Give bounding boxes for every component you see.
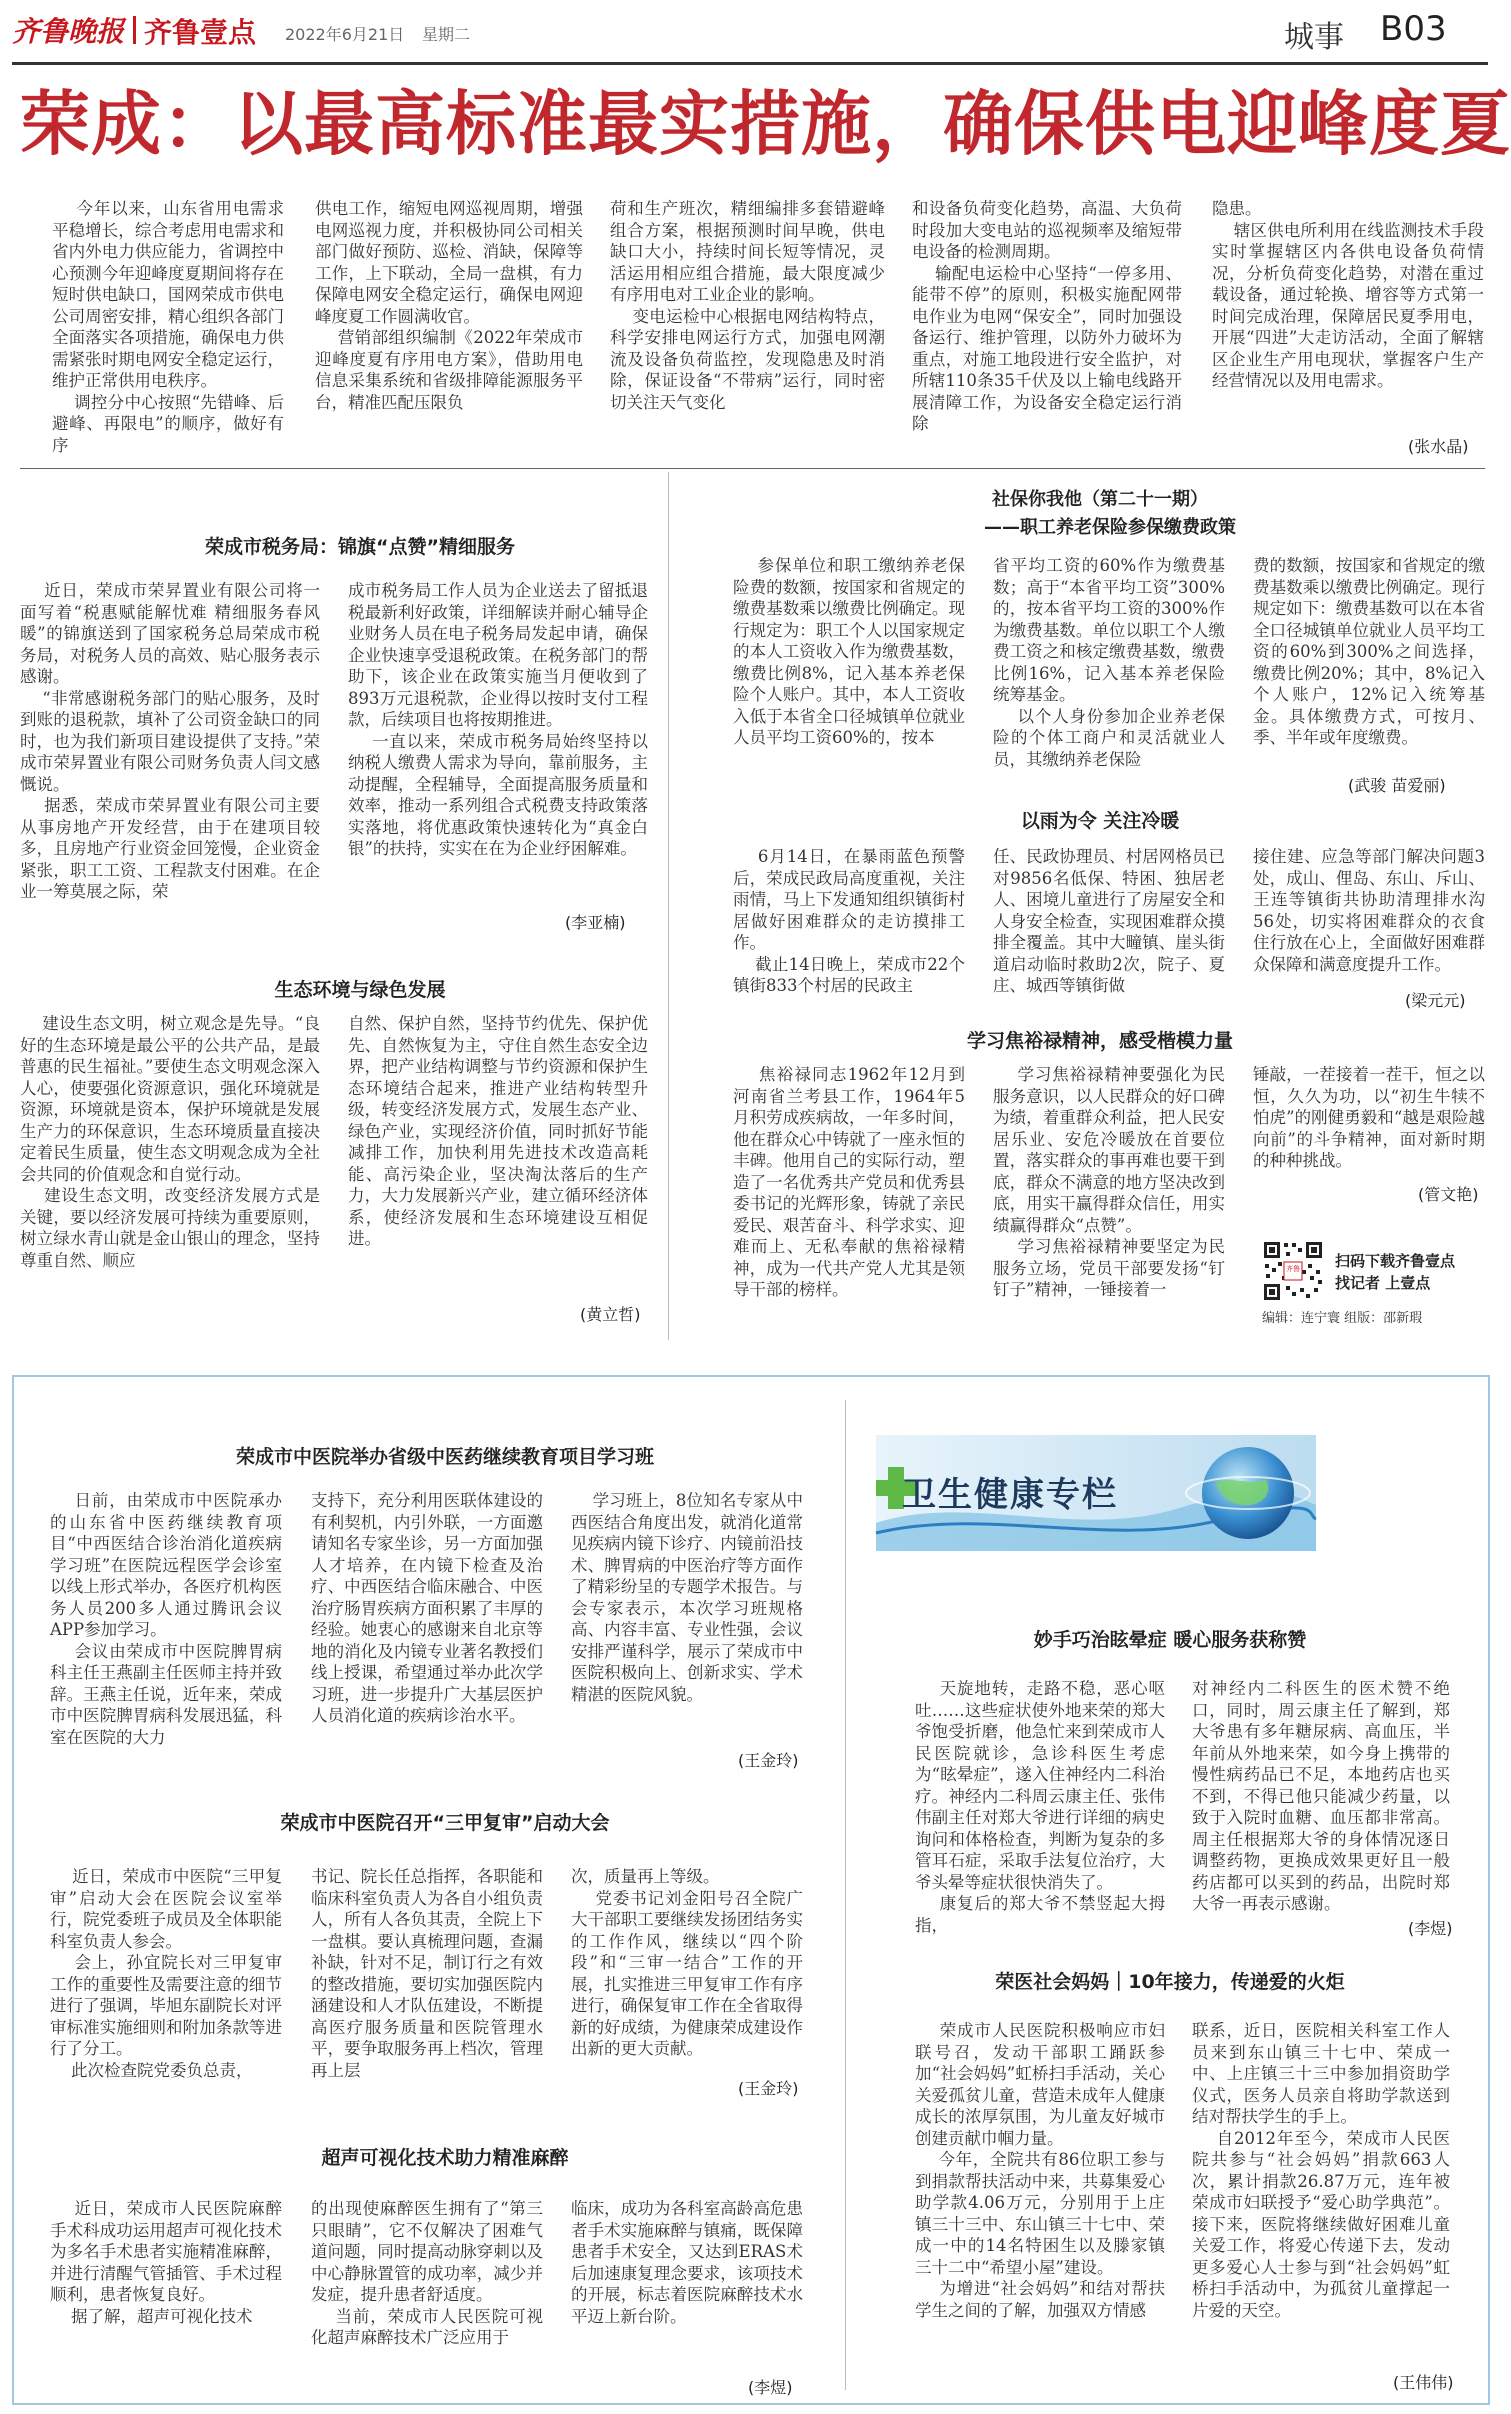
lead-bottom-rule	[20, 468, 1485, 469]
issue-date: 2022年6月21日	[285, 25, 405, 44]
zhongyi1-col-1: 日前，由荣成市中医院承办的山东省中医药继续教育项目“中西医结合诊治消化道疾病学习班”在医院远程医学会诊室以线上形式举办，各医疗机构医务人员200多人通过腾讯会议APP参加学习。 会议由荣成市中医院脾胃病科主任王燕副主任医师主持并致辞。王燕主任说，近年来，荣成市中医院脾胃病科发展迅猛，科室在医院的大力	[50, 1491, 282, 1747]
lead-col-4: 和设备负荷变化趋势，高温、大负荷时段加大变电站的巡视频率及缩短带电设备的检测周期。 输配电运检中心坚持“一停多用、能带不停”的原则，积极实施配网带电作业为电网“保安全”，同时加强设备运行、维护管理，以防外力破坏为重点，对施工地段进行安全监护，对所辖110条35千伏及以上输电线路开展清障工作，为设备安全稳定运行消除	[912, 199, 1182, 433]
qr-caption-2: 找记者 上壹点	[1335, 1274, 1431, 1292]
tax-title: 荣成市税务局：锦旗“点赞”精细服务	[205, 536, 515, 558]
zhongyi2-col-3: 次，质量再上等级。 党委书记刘金阳号召全院广大干部职工要继续发扬团结务实的工作作风，继续以“四个阶段”和“三审一结合”工作的开展，扎实推进三甲复审工作有序进行，确保复审工作在全省取得新的好成绩，为健康荣成建设作出新的更大贡献。	[571, 1867, 803, 2058]
eco-col-1: 建设生态文明，树立观念是先导。“良好的生态环境是最公平的公共产品，是最普惠的民生福祉。”要使生态文明观念深入人心，使要强化资源意识，强化环境就是资源，环境就是资本，保护环境就是发展生产力的环保意识，生态环境质量直接决定着民生质量，使生态文明观念成为全社会共同的价值观念和自觉行动。 建设生态文明，改变经济发展方式是关键，要以经济发展可持续为重要原则，树立绿水青山就是金山银山的理念，坚持尊重自然、顺应	[20, 1014, 320, 1270]
masthead	[0, 0, 1500, 66]
miaoshou-col-2: 对神经内二科医生的医术赞不绝口，同时，周云康主任了解到，郑大爷患有多年糖尿病、高血压，半年前从外地来荣，如今身上携带的慢性病药品已不足，本地药店也买不到，不得已他只能减少药量，以致于入院时血糖、血压都非常高。周主任根据郑大爷的身体情况逐日调整药物，更换成效果更好且一般药店都可以买到的药品，出院时郑大爷一再表示感谢。	[1192, 1679, 1450, 1913]
logo-separator	[133, 16, 136, 44]
social-subtitle: ——职工养老保险参保缴费政策	[984, 517, 1236, 538]
zhongyi2-byline: (王金玲)	[738, 2079, 799, 2098]
health-column-divider	[845, 1400, 846, 2390]
social-byline: (武骏 苗爱丽)	[1348, 776, 1446, 795]
health-column-banner	[876, 1435, 1316, 1551]
zhongyi1-byline: (王金玲)	[738, 1751, 799, 1770]
qilu-evening-news-logo: 齐鲁晚报	[12, 15, 125, 48]
zhongyi2-col-2: 书记、院长任总指挥，各职能和临床科室负责人为各自小组负责人，所有人各负其责，全院上下一盘棋。要认真梳理问题，查漏补缺，针对不足，制订行之有效的整改措施，要切实加强医院内涵建设和人才队伍建设，不断提高医疗服务质量和医院管理水平，要争取服务再上档次，管理再上层	[311, 1867, 543, 2080]
lead-col-3: 荷和生产班次，精细编排多套错避峰组合方案，根据预测时间早晚，供电缺口大小，持续时间长短等情况，灵活运用相应组合措施，最大限度减少有序用电对工业企业的影响。 变电运检中心根据电网结构特点，科学安排电网运行方式，加强电网潮流及设备负荷监控，发现隐患及时消除，保证设备“不带病”运行，同时密切关注天气变化	[610, 199, 886, 412]
miaoshou-byline: (李煜)	[1408, 1919, 1453, 1938]
eco-col-2: 自然、保护自然，坚持节约优先、保护优先、自然恢复为主，守住自然生态安全边界，把产业结构调整与节约资源和保护生态环境结合起来，推进产业结构转型升级，转变经济发展方式，发展生态产业、绿色产业，实现经济价值，同时抓好节能减排工作，加快利用先进技术改造高耗能、高污染企业，坚决淘汰落后的生产力，大力发展新兴产业，建立循环经济体系，使经济发展和生态环境建设互相促进。	[348, 1014, 648, 1248]
zhongyi1-title: 荣成市中医院举办省级中医药继续教育项目学习班	[235, 1446, 654, 1468]
chaosheng-col-1: 近日，荣成市人民医院麻醉手术科成功运用超声可视化技术为多名手术患者实施精准麻醉，并进行清醒气管插管、手术过程顺利，患者恢复良好。 据了解，超声可视化技术	[50, 2199, 282, 2326]
chaosheng-byline: (李煜)	[748, 2378, 793, 2397]
lead-col-5: 隐患。 辖区供电所利用在线监测技术手段实时掌握辖区内各供电设备负荷情况，分析负荷变化趋势，对潜在重过载设备，通过轮换、增容等方式第一时间完成治理，保障居民夏季用电，开展“四进”大走访活动，全面了解辖区企业生产用电现状，掌握客户生产经营情况以及用电需求。	[1212, 199, 1484, 390]
mama-title: 荣医社会妈妈｜10年接力，传递爱的火炬	[995, 1971, 1345, 1993]
social-col-1: 参保单位和职工缴纳养老保险费的数额，按国家和省规定的缴费基数乘以缴费比例确定。现行规定为：职工个人以国家规定的本人工资收入作为缴费基数，缴费比例8%，记入基本养老保险个人账户。其中，本人工资收入低于本省全口径城镇单位就业人员平均工资60%的，按本	[733, 556, 965, 747]
qilu-yidian-logo: 齐鲁壹点	[144, 16, 257, 49]
tax-byline: (李亚楠)	[565, 913, 626, 932]
social-col-2: 省平均工资的60%作为缴费基数；高于“本省平均工资”300%的，按本省平均工资的300%作为缴费基数。单位以职工个人缴费工资之和核定缴费基数，缴费比例16%，记入基本养老保险统筹基金。 以个人身份参加企业养老保险的个体工商户和灵活就业人员，其缴纳养老保险	[993, 556, 1225, 769]
lead-col-1: 今年以来，山东省用电需求平稳增长，综合考虑用电需求和省内外电力供应能力，省调控中心预测今年迎峰度夏期间将存在短时供电缺口，国网荣成市供电公司周密安排，精心组织各部门全面落实各项措施，确保电力供需紧张时期电网安全稳定运行，维护正常供用电秩序。 调控分中心按照“先错峰、后避峰、再限电”的顺序，做好有序	[52, 199, 284, 455]
tax-col-2: 成市税务局工作人员为企业送去了留抵退税最新利好政策，详细解读并耐心辅导企业财务人员在电子税务局发起申请，确保企业快速享受退税政策。在税务部门的帮助下，该企业在政策实施当月便收到了893万元退税款，企业得以按时支付工程款，后续项目也将按期推进。 一直以来，荣成市税务局始终坚持以纳税人缴费人需求为导向，靠前服务，主动提醒，全程辅导，全面提高服务质量和效率，推动一系列组合式税费支持政策落实落地，将优惠政策快速转化为“真金白银”的扶持，实实在在为企业纾困解难。	[348, 581, 648, 858]
miaoshou-title: 妙手巧治眩晕症 暖心服务获称赞	[1033, 1629, 1307, 1651]
masthead-rule	[12, 62, 1488, 65]
page-number: B03	[1380, 9, 1447, 49]
eco-byline: (黄立哲)	[580, 1305, 641, 1324]
social-col-3: 费的数额，按国家和省规定的缴费基数乘以缴费比例确定。现行规定如下：缴费基数可以在本省全口径城镇单位就业人员平均工资的60%到300%之间选择，缴费比例20%；其中，8%记入个人账户，12%记入统筹基金。具体缴费方式，可按月、季、半年或年度缴费。	[1253, 556, 1485, 747]
jiao-byline: (管文艳)	[1418, 1185, 1479, 1204]
chaosheng-title: 超声可视化技术助力精准麻醉	[321, 2147, 569, 2169]
zhongyi1-col-3: 学习班上，8位知名专家从中西医结合角度出发，就消化道常见疾病内镜下诊疗、内镜前沿技术、脾胃病的中医治疗等方面作了精彩纷呈的专题学术报告。与会专家表示，本次学习班规格高、内容丰富、专业性强，会议安排严谨科学，展示了荣成市中医院积极向上、创新求实、学术精湛的医院风貌。	[571, 1491, 803, 1704]
qr-caption-1: 扫码下载齐鲁壹点	[1335, 1252, 1456, 1270]
jiao-col-3: 锤敲，一茬接着一茬干，恒之以恒，久久为功，以“初生牛犊不怕虎”的刚健勇毅和“越是艰险越向前”的斗争精神，面对新时期的种种挑战。	[1253, 1065, 1485, 1170]
zhongyi1-col-2: 支持下，充分利用医联体建设的有利契机，内引外联，一方面邀请知名专家坐诊，另一方面加强人才培养，在内镜下检查及治疗、中西医结合临床融合、中医治疗肠胃疾病方面积累了丰厚的经验。她衷心的感谢来自北京等地的消化及内镜专业著名教授们线上授课，希望通过举办此次学习班，进一步提升广大基层医护人员消化道的疾病诊治水平。	[311, 1491, 543, 1725]
social-title: 社保你我他（第二十一期）	[992, 489, 1208, 510]
jiao-col-2: 学习焦裕禄精神要强化为民服务意识，以人民群众的好口碑为绩，着重群众利益，把人民安居乐业、安危冷暖放在首要位置，落实群众的事再难也要干到底，群众不满意的地方坚决改到底，用实干赢得群众信任，用实绩赢得群众“点赞”。 学习焦裕禄精神要坚定为民服务立场，党员干部要发扬“钉钉子”精神，一锤接着一	[993, 1065, 1225, 1299]
section-name: 城事	[1284, 20, 1344, 55]
column-divider-vertical	[668, 472, 669, 1340]
tax-col-1: 近日，荣成市荣昇置业有限公司将一面写着“税惠赋能解忧难 精细服务春风暖”的锦旗送到了国家税务总局荣成市税务局，对税务人员的高效、贴心服务表示感谢。 “非常感谢税务部门的贴心服务，及时到账的退税款，填补了公司资金缺口的同时，也为我们新项目建设提供了支持。”荣成市荣昇置业有限公司财务负责人闫文感慨说。 据悉，荣成市荣昇置业有限公司主要从事房地产开发经营，由于在建项目较多，且房地产行业资金回笼慢，企业资金紧张，职工工资、工程款支付困难。在企业一筹莫展之际，荣	[20, 581, 320, 901]
zhongyi2-col-1: 近日，荣成市中医院“三甲复审”启动大会在医院会议室举行，院党委班子成员及全体职能科室负责人参会。 会上，孙宜院长对三甲复审工作的重要性及需要注意的细节进行了强调，毕旭东副院长对评审标准实施细则和附加条款等进行了分工。 此次检查院党委负总责，	[50, 1867, 282, 2080]
zhongyi2-title: 荣成市中医院召开“三甲复审”启动大会	[280, 1812, 610, 1834]
eco-title: 生态环境与绿色发展	[274, 979, 446, 1001]
page-headline: 荣成：以最高标准最实措施，确保供电迎峰度夏	[20, 83, 1511, 165]
mama-col-2: 联系，近日，医院相关科室工作人员来到东山镇三十七中、荣成一中、上庄镇三十三中参加捐资助学仪式，医务人员亲自将助学款送到结对帮扶学生的手上。 自2012年至今，荣成市人民医院共参与“社会妈妈”捐款663人次，累计捐款26.87万元，连年被荣成市妇联授予“爱心助学典范”。接下来，医院将继续做好困难儿童关爱工作，将爱心传递下去，发动更多爱心人士参与到“社会妈妈”虹桥扫手活动中，为孤贫儿童撑起一片爱的天空。	[1192, 2021, 1450, 2320]
jiao-title: 学习焦裕禄精神，感受楷模力量	[966, 1030, 1233, 1052]
qr-center-label: 齐鲁	[1286, 1265, 1300, 1273]
mama-col-1: 荣成市人民医院积极响应市妇联号召，发动干部职工踊跃参加“社会妈妈”虹桥扫手活动，关心关爱孤贫儿童，营造未成年人健康成长的浓厚氛围，为儿童友好城市创建贡献巾帼力量。 今年，全院共有86位职工参与到捐款帮扶活动中来，共募集爱心助学款4.06万元，分别用于上庄镇三十三中、东山镇三十七中、荣成一中的14名特困生以及滕家镇三十二中“希望小屋”建设。 为增进“社会妈妈”和结对帮扶学生之间的了解，加强双方情感	[915, 2021, 1165, 2320]
lead-col-2: 供电工作，缩短电网巡视周期，增强电网巡视力度，并积极协同公司相关部门做好预防、巡检、消缺，保障等工作，上下联动，全局一盘棋，有力保障电网安全稳定运行，确保电网迎峰度夏工作圆满收官。 营销部组织编制《2022年荣成市迎峰度夏有序用电方案》，借助用电信息采集系统和省级排障能源服务平台，精准匹配压限负	[315, 199, 583, 412]
issue-weekday: 星期二	[422, 25, 471, 44]
mama-byline: (王伟伟)	[1393, 2373, 1454, 2392]
lead-byline: (张水晶)	[1408, 437, 1469, 456]
rain-col-2: 任、民政协理员、村居网格员已对9856名低保、特困、独居老人、困境儿童进行了房屋安全和人身安全检查，实现困难群众摸排全覆盖。其中大疃镇、崖头街道启动临时救助2次，院子、夏庄、城西等镇街做	[993, 847, 1225, 995]
chaosheng-col-3: 临床，成功为各科室高龄高危患者手术实施麻醉与镇痛，既保障患者手术安全，又达到ERAS术后加速康复理念要求，该项技术的开展，标志着医院麻醉技术水平迈上新台阶。	[571, 2199, 803, 2326]
rain-title: 以雨为令 关注冷暖	[1020, 810, 1180, 832]
banner-title: 卫生健康专栏	[902, 1475, 1118, 1515]
rain-col-1: 6月14日，在暴雨蓝色预警后，荣成民政局高度重视，关注雨情，马上下发通知组织镇街村居做好困难群众的走访摸排工作。 截止14日晚上，荣成市22个镇街833个村居的民政主	[733, 847, 965, 995]
miaoshou-col-1: 天旋地转，走路不稳，恶心呕吐……这些症状使外地来荣的郑大爷饱受折磨，他急忙来到荣成市人民医院就诊，急诊科医生考虑为“眩晕症”，遂入住神经内二科治疗。神经内二科周云康主任、张伟伟副主任对郑大爷进行详细的病史询问和体格检查，判断为复杂的多管耳石症，采取手法复位治疗，大爷头晕等症状很快消失了。 康复后的郑大爷不禁竖起大拇指，	[915, 1679, 1165, 1935]
qr-code[interactable]	[1262, 1240, 1324, 1302]
rain-byline: (梁元元)	[1405, 991, 1466, 1010]
editor-credit: 编辑：连宁寰 组版：邵新瑕	[1262, 1311, 1423, 1326]
chaosheng-col-2: 的出现使麻醉医生拥有了“第三只眼睛”，它不仅解决了困难气道问题，同时提高动脉穿刺以及中心静脉置管的成功率，减少并发症，提升患者舒适度。 当前，荣成市人民医院可视化超声麻醉技术广泛应用于	[311, 2199, 543, 2347]
jiao-col-1: 焦裕禄同志1962年12月到河南省兰考县工作，1964年5月积劳成疾病故，一年多时间，他在群众心中铸就了一座永恒的丰碑。他用自己的实际行动，塑造了一名优秀共产党员和优秀县委书记的光辉形象，铸就了亲民爱民、艰苦奋斗、科学求实、迎难而上、无私奉献的焦裕禄精神，成为一代共产党人尤其是领导干部的榜样。	[733, 1065, 965, 1299]
rain-col-3: 接住建、应急等部门解决问题3处，成山、俚岛、东山、斥山、王连等镇街共协助清理排水沟56处，切实将困难群众的衣食住行放在心上，全面做好困难群众保障和满意度提升工作。	[1253, 847, 1485, 974]
